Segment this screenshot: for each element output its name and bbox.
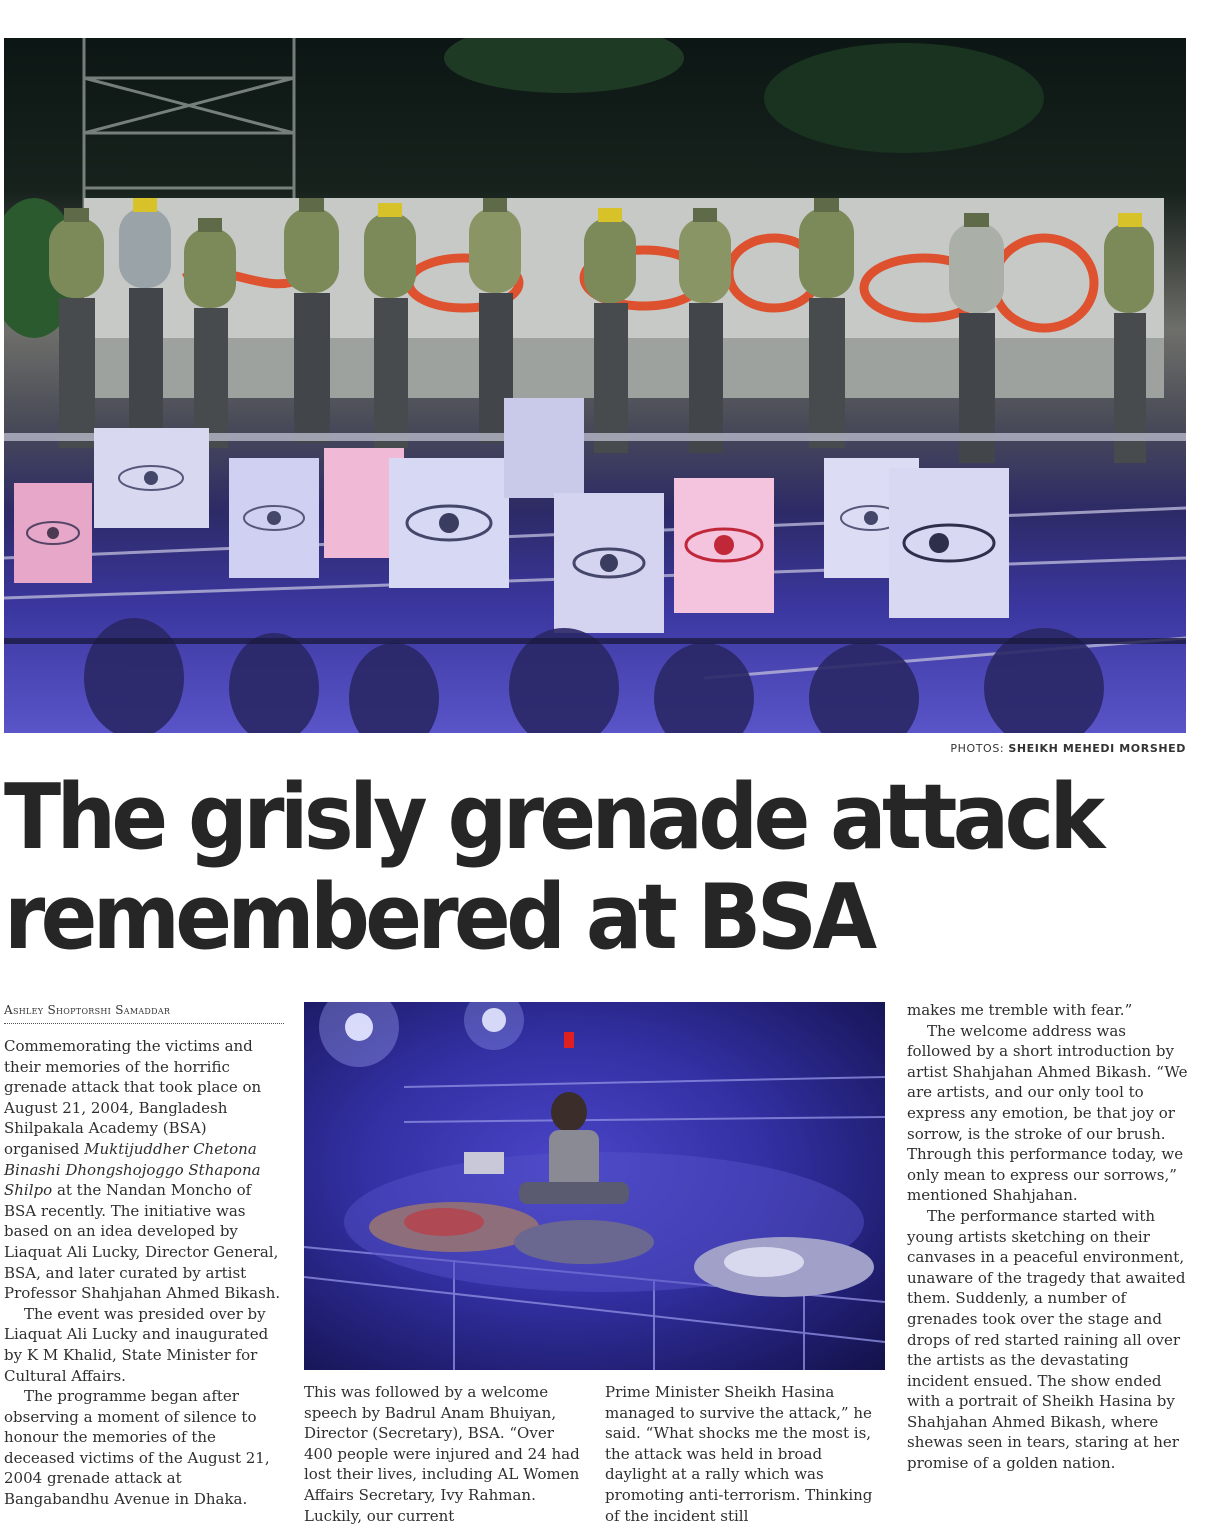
inset-photo (304, 1002, 885, 1370)
article-column-1 (4, 1036, 286, 1510)
article-column-3 (605, 1382, 887, 1526)
paragraph-1-text: Commemorating the victims and their memories of the horrific grenade attack that took place on August 21, 2004, Bangladesh Shilpakala Academy (BSA) organised (4, 1037, 262, 1158)
article-column-4 (907, 1000, 1192, 1474)
photo-credit-name: SHEIKH MEHEDI MORSHED (1008, 742, 1186, 755)
paragraph-6: makes me tremble with fear.” (907, 1001, 1133, 1019)
paragraph-3: The programme began after observing a moment of silence to honour the memories of the deceased victims of the August 21, 2004 grenade attack at Bangabandhu Avenue in Dhaka. (4, 1387, 270, 1509)
photo-credit (950, 742, 1186, 755)
photo-credit-label: PHOTOS: (950, 742, 1005, 755)
paragraph-1-text-cont: at the Nandan Moncho of BSA recently. The initiative was based on an idea developed by Liaquat Ali Lucky, Director General, BSA, and later curated by artist Professor Shahjahan Ahmed Bikash. (4, 1181, 281, 1303)
paragraph-5: Prime Minister Sheikh Hasina managed to survive the attack,” he said. “What shocks me the most is, the attack was held in broad daylight at a rally which was promoting anti-terrorism. Thinking of the incident still (605, 1383, 873, 1525)
paragraph-4: This was followed by a welcome speech by Badrul Anam Bhuiyan, Director (Secretary), BSA. “Over 400 people were injured and 24 had lost their lives, including AL Women Affairs Secretary, Ivy Rahman. Luckily, our current (304, 1383, 580, 1525)
article-column-2 (304, 1382, 584, 1526)
paragraph-2: The event was presided over by Liaquat Ali Lucky and inaugurated by K M Khalid, State Minister for Cultural Affairs. (4, 1304, 269, 1385)
paragraph-1 (4, 1036, 286, 1304)
paragraph-8: The performance started with young artists sketching on their canvases in a peaceful environment, unaware of the tragedy that awaited them. Suddenly, a number of grenades took over the stage and drops of red started raining all over the artists as the devastating incident ensued. The show ended with a portrait of Sheikh Hasina by Shahjahan Ahmed Bikash, where shewas seen in tears, staring at her promise of a golden nation. (907, 1206, 1186, 1473)
headline: The grisly grenade attack remembered at BSA (4, 765, 1101, 970)
event-title: Muktijuddher Chetona Binashi Dhongshojoggo Sthapona Shilpo (4, 1139, 261, 1200)
paragraph-7: The welcome address was followed by a short introduction by artist Shahjahan Ahmed Bikash. “We are artists, and our only tool to express any emotion, be that joy or sorrow, is the stroke of our brush. Through this performance today, we only mean to express our sorrows,” mentioned Shahjahan. (907, 1021, 1188, 1205)
main-photo (4, 38, 1186, 733)
byline: Ashley Shoptorshi Samaddar (4, 1003, 284, 1024)
